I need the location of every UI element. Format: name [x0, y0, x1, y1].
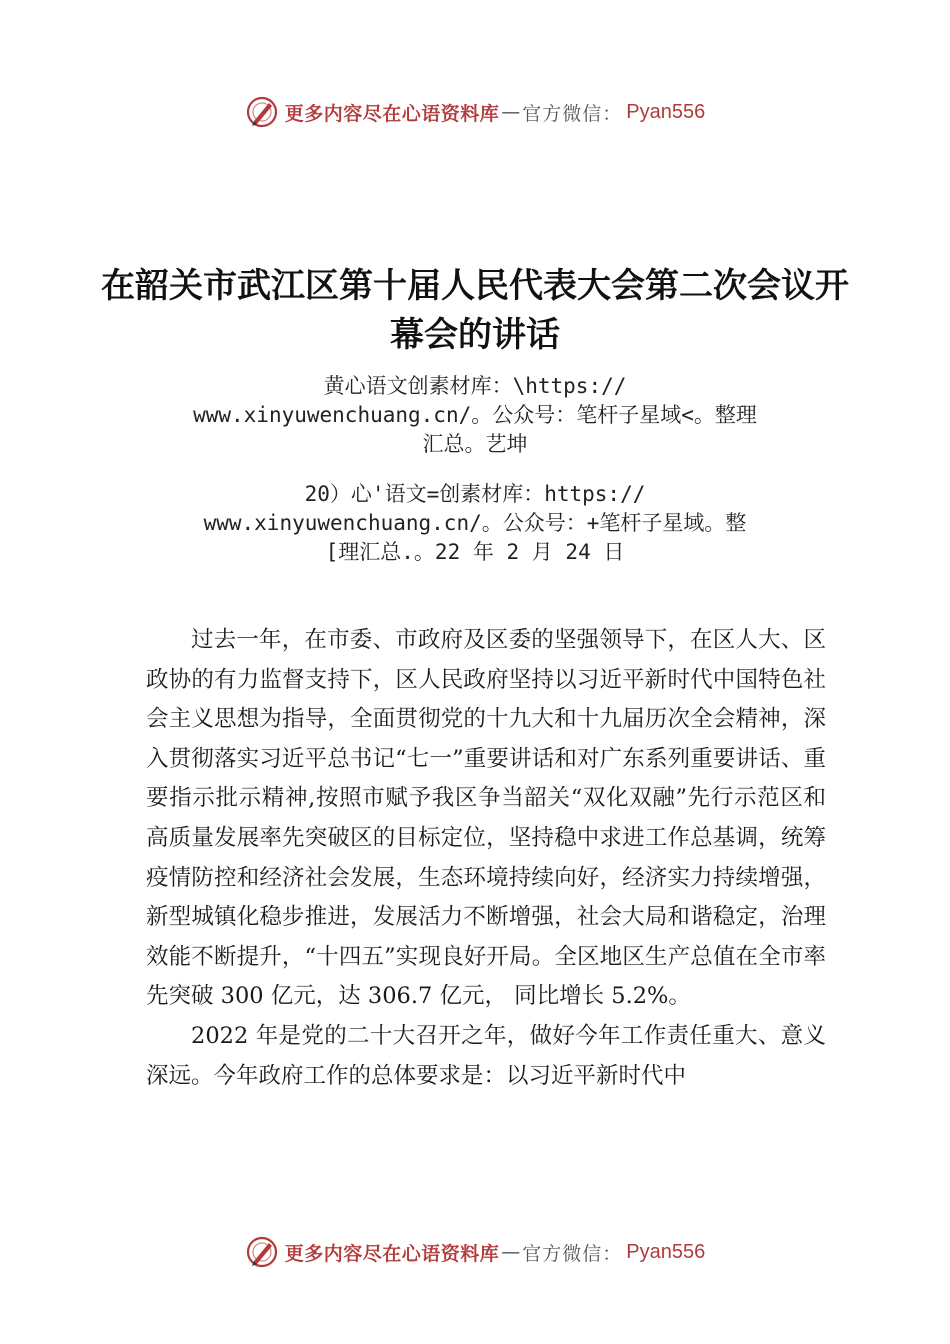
- header-banner: [0, 92, 950, 132]
- banner-separator: —: [501, 101, 521, 123]
- banner-slogan: 更多内容尽在心语资料库: [284, 102, 500, 125]
- document-body: [146, 621, 826, 1096]
- banner-wechat-id: Pyan556: [626, 100, 706, 123]
- banner-wechat-label: 官方微信：: [522, 1242, 623, 1265]
- footer-banner: [0, 1232, 950, 1272]
- pen-logo-icon: [245, 1235, 279, 1269]
- banner-wechat-id: Pyan556: [626, 1240, 706, 1263]
- source-note-1: 黄心语文创素材库：\https:// www.xinyuwenchuang.cn/。公众号：笔杆子星域<。整理 汇总。艺坤: [193, 374, 757, 456]
- source-note-2: 20）心'语文=创素材库：https:// www.xinyuwenchuang.cn/。公众号：+笔杆子星域。整 [理汇总.。22 年 2 月 24 日: [203, 482, 747, 564]
- paragraph: 2022 年是党的二十大召开之年，做好今年工作责任重大、意义深远。今年政府工作的总体要求是：以习近平新时代中: [146, 1022, 826, 1089]
- document-title: 在韶关市武江区第十届人民代表大会第二次会议开幕会的讲话: [101, 266, 849, 355]
- banner-wechat-label: 官方微信：: [522, 102, 623, 125]
- paragraph: 过去一年，在市委、市政府及区委的坚强领导下，在区人大、区政协的有力监督支持下，区人民政府坚持以习近平新时代中国特色社会主义思想为指导，全面贯彻党的十九大和十九届历次全会精神，深入贯彻落实习近平总书记“七一”重要讲话和对广东系列重要讲话、重要指示批示精神,按照市赋予我区争当韶关“双化双融”先行示范区和高质量发展率先突破区的目标定位，坚持稳中求进工作总基调，统筹疫情防控和经济社会发展，生态环境持续向好，经济实力持续增强，新型城镇化稳步推进，发展活力不断增强，社会大局和谐稳定，治理效能不断提升，“十四五”实现良好开局。全区地区生产总值在全市率先突破 300 亿元，达 306.7 亿元， 同比增长 5.2%。: [146, 627, 826, 1010]
- banner-slogan: 更多内容尽在心语资料库: [284, 1242, 500, 1265]
- banner-separator: —: [501, 1241, 521, 1263]
- pen-logo-icon: [245, 95, 279, 129]
